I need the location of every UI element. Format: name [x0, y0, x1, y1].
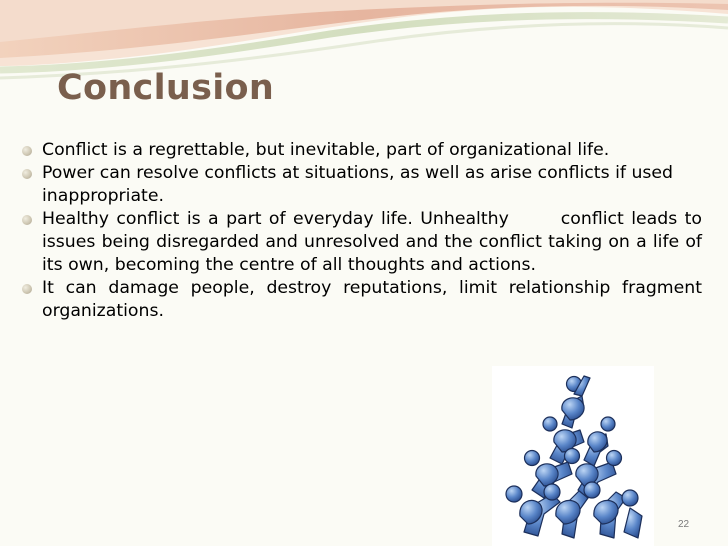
bullet-icon [22, 169, 32, 179]
bullet-text: Power can resolve conflicts at situations, as well as arise conflicts if used inappropriate. [42, 163, 674, 206]
slide-title: Conclusion [57, 68, 275, 108]
page-number: 22 [678, 519, 690, 530]
figure-panel [492, 366, 654, 546]
bullet-item [20, 139, 702, 162]
bullet-item [20, 277, 702, 323]
bullet-list [20, 139, 702, 323]
bullet-text: Conflict is a regrettable, but inevitable, part of organizational life. [42, 140, 610, 160]
human-pyramid-icon [492, 366, 654, 546]
bullet-icon [22, 146, 32, 156]
bullet-icon [22, 284, 32, 294]
bullet-item [20, 208, 702, 277]
bullet-text: Healthy conflict is a part of everyday life. Unhealthy conflict leads to issues being disregarded and unresolved and the conflict taking on a life of its own, becoming the centre of all thoughts and actions. [42, 209, 702, 275]
bullet-icon [22, 215, 32, 225]
bullet-item [20, 162, 702, 208]
bullet-text: It can damage people, destroy reputations, limit relationship fragment organizations. [42, 278, 702, 321]
